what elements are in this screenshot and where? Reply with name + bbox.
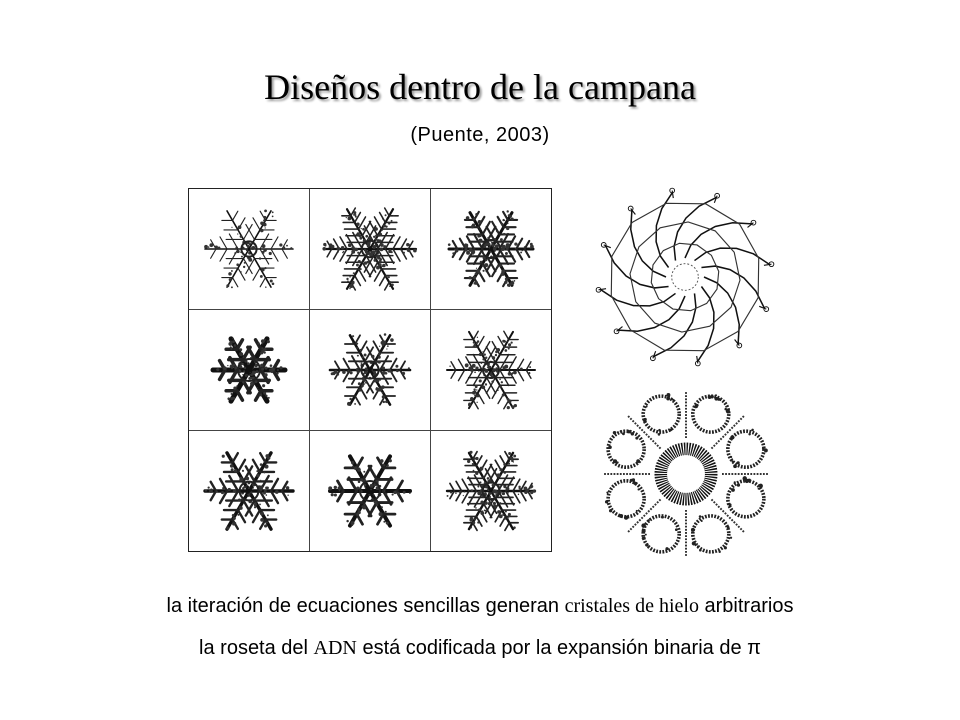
caption-text: está codificada por la expansión binaria de π	[356, 637, 761, 659]
snowflake-icon	[194, 315, 304, 425]
snowflake-icon	[315, 315, 425, 425]
slide-title: Diseños dentro de la campana	[264, 67, 696, 107]
caption-emphasis: cristales de hielo	[564, 595, 699, 617]
caption-line-1	[0, 592, 960, 620]
grid-divider	[430, 189, 431, 551]
caption-line-2	[0, 634, 960, 662]
grid-divider	[189, 309, 551, 310]
caption-text: la iteración de ecuaciones sencillas generan	[166, 595, 565, 617]
ring-rosette-icon	[596, 384, 776, 564]
snowflake-icon	[194, 436, 304, 546]
grid-divider	[189, 430, 551, 431]
snowflake-icon	[436, 194, 546, 304]
snowflake-icon	[436, 436, 546, 546]
slide-subtitle: (Puente, 2003)	[410, 124, 550, 146]
snowflake-icon	[315, 194, 425, 304]
grid-divider	[309, 189, 310, 551]
dna-rosette-icon	[590, 182, 780, 372]
caption-emphasis: ADN	[313, 637, 357, 659]
snowflake-icon	[194, 194, 304, 304]
snowflake-icon	[315, 436, 425, 546]
snowflake-grid	[188, 188, 552, 552]
snowflake-icon	[436, 315, 546, 425]
caption-text: la roseta del	[199, 637, 314, 659]
caption-text: arbitrarios	[698, 595, 794, 617]
